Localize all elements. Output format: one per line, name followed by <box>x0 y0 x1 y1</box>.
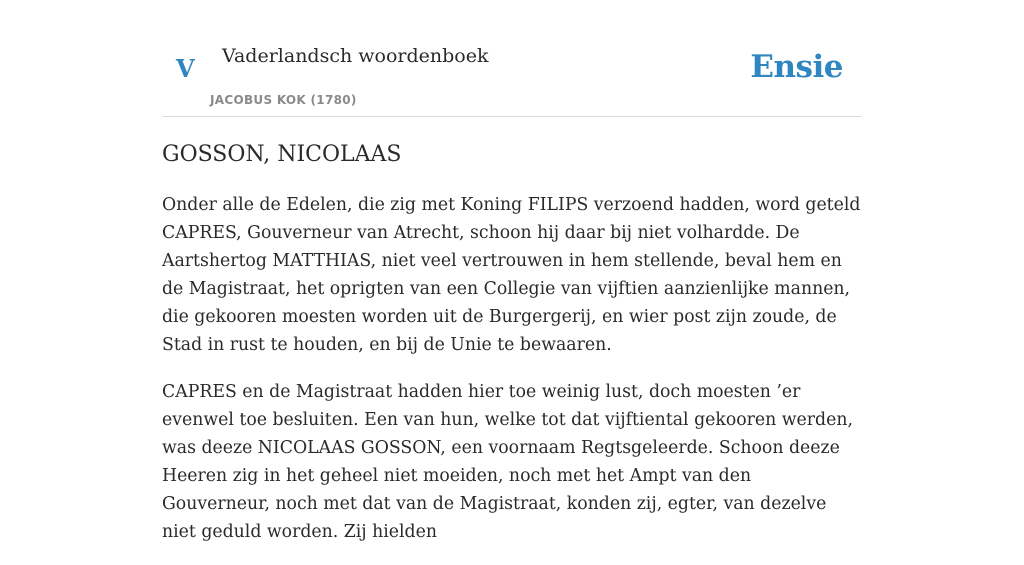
entry-paragraph: Onder alle de Edelen, die zig met Koning FILIPS verzoend hadden, word geteld CAPRES, Gouverneur van Atrecht, schoon hij daar bij niet volhardde. De Aartshertog MATTHIAS, niet veel vertrouwen in hem stellende, beval hem en de Magistraat, het oprigten van een Collegie van vijftien aanzienlijke mannen, die gekooren moesten worden uit de Burgergerij, en wier post zijn zoude, de Stad in rust te houden, en bij de Unie te bewaaren. <box>162 195 861 355</box>
entry-article <box>162 138 862 565</box>
book-letter-link[interactable]: V <box>176 54 195 83</box>
book-title-link[interactable]: Vaderlandsch woordenboek <box>222 45 489 67</box>
entry-paragraph: CAPRES en de Magistraat hadden hier toe weinig lust, doch moesten ’er evenwel toe besluiten. Een van hun, welke tot dat vijftiental gekooren werden, was deeze NICOLAAS GOSSON, een voornaam Regtsgeleerde. Schoon deeze Heeren zig in het geheel niet moeiden, noch met het Ampt van den Gouverneur, noch met dat van de Magistraat, konden zij, egter, van dezelve niet geduld worden. Zij hielden <box>162 382 853 542</box>
book-author: JACOBUS KOK (1780) <box>210 93 357 107</box>
ensie-logo[interactable]: Ensie <box>750 49 843 85</box>
entry-title: GOSSON, NICOLAAS <box>162 142 402 167</box>
site-header <box>162 0 862 117</box>
